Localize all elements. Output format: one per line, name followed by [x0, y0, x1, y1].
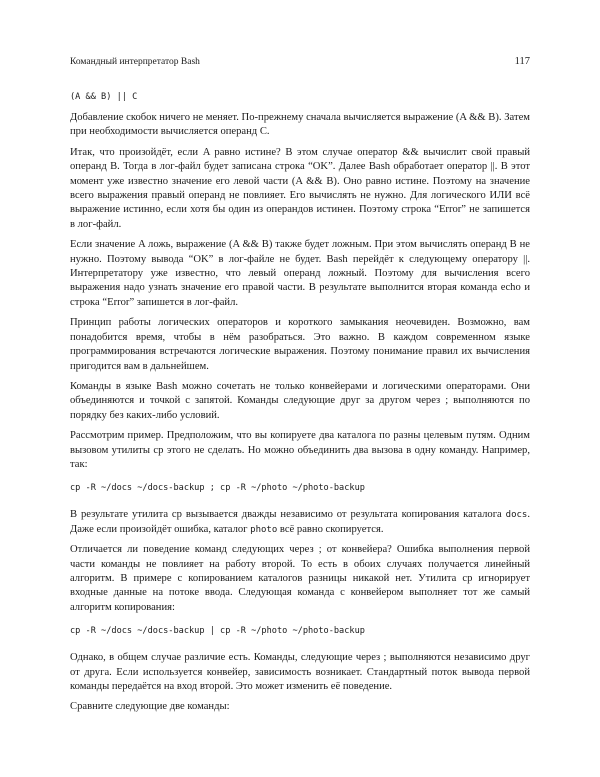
running-header: [70, 54, 530, 70]
code-snippet-pipeline: cp -R ~/docs ~/docs-backup | cp -R ~/photo ~/photo-backup: [70, 626, 365, 637]
paragraph-7-text-c: . Даже если произойдёт ошибка, каталог: [70, 509, 530, 535]
paragraph-2: Итак, что произойдёт, если A равно истине? В этом случае оператор && вычислит свой правый операнд B. Тогда в лог-файл будет записана строка “OK”. Далее Bash обработает оператор ||. В этот момент уже известно значение его левой части (A && B). Оно равно истине. Поэтому на значение всего выражения правый операнд не повлияет. Его вычислять не нужно. Для логического ИЛИ всё выражение истинно, если хотя бы один из операндов истинен. Поэтому строка “Error” не запишется в лог-файл.: [70, 146, 530, 230]
paragraph-6: Рассмотрим пример. Предположим, что вы копируете два каталога по разны целевым путям. Одним вызовом утилиты cp этого не сделать. Но можно объединить два вызова в одну команду. Например, так:: [70, 430, 530, 470]
paragraph-1: Добавление скобок ничего не меняет. По-прежнему сначала вычисляется выражение (A && B). Затем при необходимости вычисляется операнд C.: [70, 112, 530, 138]
paragraph-7-text-e: всё равно скопируется.: [277, 523, 384, 535]
paragraph-4: Принцип работы логических операторов и короткого замыкания неочевиден. Возможно, вам понадобится время, чтобы в нём разобраться. Это важно. В каждом современном языке программирования встречаются логические выражения. Поэтому понимание правил их вычисления пригодится вам в дальнейшем.: [70, 317, 530, 372]
paragraph-7: [70, 508, 530, 537]
chapter-title: Командный интерпретатор Bash: [70, 57, 200, 67]
inline-code-docs: docs: [505, 510, 528, 521]
code-snippet-logic: (A && B) || C: [70, 92, 138, 102]
page-body: [70, 90, 530, 721]
paragraph-3: Если значение A ложь, выражение (A && B) также будет ложным. При этом вычислять операнд B не нужно. Поэтому вывода “OK” в лог-файле не будет. Bash перейдёт к следующему оператору ||. Интерпретатору уже известно, что левый операнд ложный. Поэтому для вычисления всего выражения надо узнать значение его правой части. В результате выполнится вторая команда echo и строка “Error” запишется в лог-файл.: [70, 239, 530, 308]
paragraph-8: Отличается ли поведение команд следующих через ; от конвейера? Ошибка выполнения первой части команды не повлияет на работу второй. То есть в обоих случаях получается линейный алгоритм. В примере с копированием каталогов разницы никакой нет. Утилита cp игнорирует входные данные на потоке ввода. Следующая команда с конвейером выполняет тот же самый алгоритм копирования:: [70, 544, 530, 613]
code-snippet-semicolon: cp -R ~/docs ~/docs-backup ; cp -R ~/photo ~/photo-backup: [70, 483, 365, 494]
paragraph-10: Сравните следующие две команды:: [70, 701, 230, 713]
paragraph-7-text-a: В результате утилита cp вызывается дважды независимо от результата копирования каталога: [70, 509, 506, 521]
inline-code-photo: photo: [250, 524, 278, 535]
paragraph-5: Команды в языке Bash можно сочетать не только конвейерами и логическими операторами. Они объединяются и точкой с запятой. Команды следующие друг за другом через ; выполняются по порядку без каких-либо условий.: [70, 380, 530, 421]
paragraph-9: Однако, в общем случае различие есть. Команды, следующие через ; выполняются независимо друг от друга. Если используется конвейер, зависимость возникает. Стандартный поток вывода первой команды передаётся на вход второй. Это может изменить её поведение.: [70, 652, 530, 692]
page-number: 117: [514, 56, 530, 67]
